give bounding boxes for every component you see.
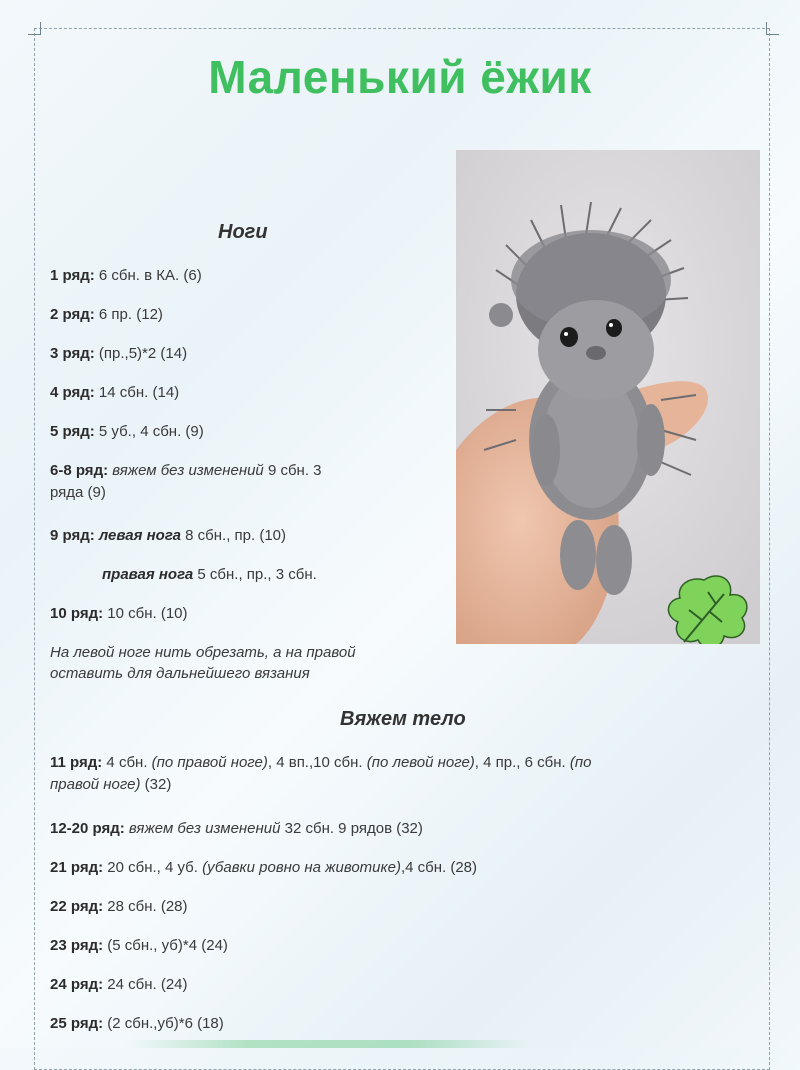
body-row-11: 11 ряд: 4 сбн. (по правой ноге), 4 вп.,10 сбн. (по левой ноге), 4 пр., 6 сбн. (по правой ноге) (32) — [50, 754, 592, 793]
page-title: Маленький ёжик — [208, 51, 592, 103]
body-row-23: 23 ряд: (5 сбн., уб)*4 (24) — [50, 937, 228, 954]
body-row-22: 22 ряд: 28 сбн. (28) — [50, 898, 188, 915]
corner-mark — [766, 22, 779, 35]
body-row-21: 21 ряд: 20 сбн., 4 уб. (убавки ровно на животике),4 сбн. (28) — [50, 859, 478, 876]
corner-mark — [28, 22, 41, 35]
legs-row-4: 4 ряд: 14 сбн. (14) — [50, 384, 180, 401]
legs-row-1: 1 ряд: 6 сбн. в КА. (6) — [50, 267, 202, 284]
legs-row-10: 10 ряд: 10 сбн. (10) — [50, 605, 188, 622]
legs-row-9-right: правая нога 5 сбн., пр., 3 сбн. — [102, 566, 317, 583]
legs-row-6-8: 6-8 ряд: вяжем без изменений 9 сбн. 3 ряда (9) — [50, 462, 322, 501]
legs-heading: Ноги — [218, 221, 268, 243]
legs-row-5: 5 ряд: 5 уб., 4 сбн. (9) — [50, 423, 204, 440]
body-heading: Вяжем тело — [340, 708, 466, 730]
legs-row-3: 3 ряд: (пр.,5)*2 (14) — [50, 345, 188, 362]
legs-row-2: 2 ряд: 6 пр. (12) — [50, 306, 163, 323]
body-row-12-20: 12-20 ряд: вяжем без изменений 32 сбн. 9 рядов (32) — [50, 820, 423, 837]
body-row-25: 25 ряд: (2 сбн.,уб)*6 (18) — [50, 1015, 224, 1032]
legs-row-9: 9 ряд: левая нога 8 сбн., пр. (10) — [50, 527, 287, 544]
body-row-24: 24 ряд: 24 сбн. (24) — [50, 976, 188, 993]
hedgehog-photo — [456, 150, 760, 644]
legs-note: На левой ноге нить обрезать, а на правой оставить для дальнейшего вязания — [50, 644, 356, 682]
cut-off-heading — [130, 1040, 530, 1048]
